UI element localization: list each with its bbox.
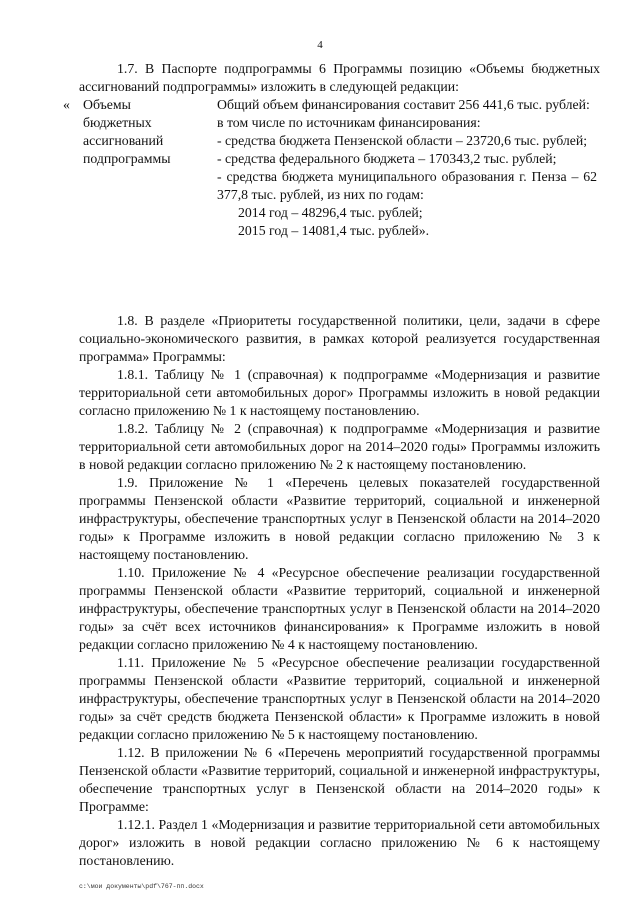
paragraph-1-12: 1.12. В приложении № 6 «Перечень мероприятий государственной программы Пензенской области «Развитие территорий, социальной и инженерной инфраструктуры, обеспечение транспортных услуг в Пензенской области на 2014–2020 годы» к Программе: (79, 745, 600, 814)
passport-table (63, 96, 600, 312)
passport-year-2014: 2014 год – 48296,4 тыс. рублей; (238, 205, 423, 220)
passport-label-line: Объемы (83, 97, 131, 112)
footer-file-path: c:\мои документы\pdf\767-пп.docx (79, 883, 204, 890)
paragraph-1-9: 1.9. Приложение № 1 «Перечень целевых показателей государственной программы Пензенской области «Развитие территорий, социальной и инженерной инфраструктуры, обеспечение транспортных услуг в Пензенской области на 2014–2020 годы» к Программе изложить в новой редакции согласно приложению № 3 к настоящему постановлению. (79, 475, 600, 562)
paragraph-1-8-1: 1.8.1. Таблицу № 1 (справочная) к подпрограмме «Модернизация и развитие территориальной сети автомобильных дорог» Программы изложить в новой редакции согласно приложению № 1 к настоящему постановлению. (79, 367, 600, 418)
paragraph-1-10: 1.10. Приложение № 4 «Ресурсное обеспечение реализации государственной программы Пензенской области «Развитие территорий, социальной и инженерной инфраструктуры, обеспечение транспортных услуг в Пензенской области на 2014–2020 годы» за счёт всех источников финансирования» к Программе изложить в новой редакции согласно приложению № 4 к настоящему постановлению. (79, 565, 600, 652)
paragraph-1-7: 1.7. В Паспорте подпрограммы 6 Программы позицию «Объемы бюджетных ассигнований подпрограммы» изложить в следующей редакции: (79, 61, 600, 94)
paragraph-1-8: 1.8. В разделе «Приоритеты государственной политики, цели, задачи в сфере социально-экономического развития, в рамках которой реализуется государственная программа» Программы: (79, 313, 600, 364)
passport-value-sources: в том числе по источникам финансирования: (217, 115, 481, 130)
passport-value-municipal: - средства бюджета муниципального образования г. Пенза – 62 377,8 тыс. рублей, из них по годам: (217, 169, 597, 202)
paragraph-1-12-1: 1.12.1. Раздел 1 «Модернизация и развитие территориальной сети автомобильных дорог» изложить в новой редакции согласно приложению № 6 к настоящему постановлению. (79, 817, 600, 868)
passport-label-line: ассигнований (83, 133, 164, 148)
passport-value-federal: - средства федерального бюджета – 170343,2 тыс. рублей; (217, 151, 557, 166)
passport-label-line: бюджетных (83, 115, 152, 130)
paragraph-1-8-2: 1.8.2. Таблицу № 2 (справочная) к подпрограмме «Модернизация и развитие территориальной сети автомобильных дорог на 2014–2020 годы» Программы изложить в новой редакции согласно приложению № 2 к настоящему постановлению. (79, 421, 600, 472)
passport-value-regional: - средства бюджета Пензенской области – 23720,6 тыс. рублей; (217, 133, 588, 148)
passport-year-2015: 2015 год – 14081,4 тыс. рублей». (238, 223, 430, 238)
page-number: 4 (317, 39, 323, 51)
passport-label (83, 96, 203, 168)
paragraph-1-11: 1.11. Приложение № 5 «Ресурсное обеспечение реализации государственной программы Пензенской области «Развитие территорий, социальной и инженерной инфраструктуры, обеспечение транспортных услуг в Пензенской области на 2014–2020 годы» за счёт средств бюджета Пензенской области» к Программе изложить в новой редакции согласно приложению № 5 к настоящему постановлению. (79, 655, 600, 742)
passport-values (217, 96, 597, 240)
document-body (63, 60, 600, 870)
passport-label-line: подпрограммы (83, 151, 171, 166)
passport-value-total: Общий объем финансирования составит 256 441,6 тыс. рублей: (217, 97, 590, 112)
opening-quote: « (63, 97, 70, 112)
